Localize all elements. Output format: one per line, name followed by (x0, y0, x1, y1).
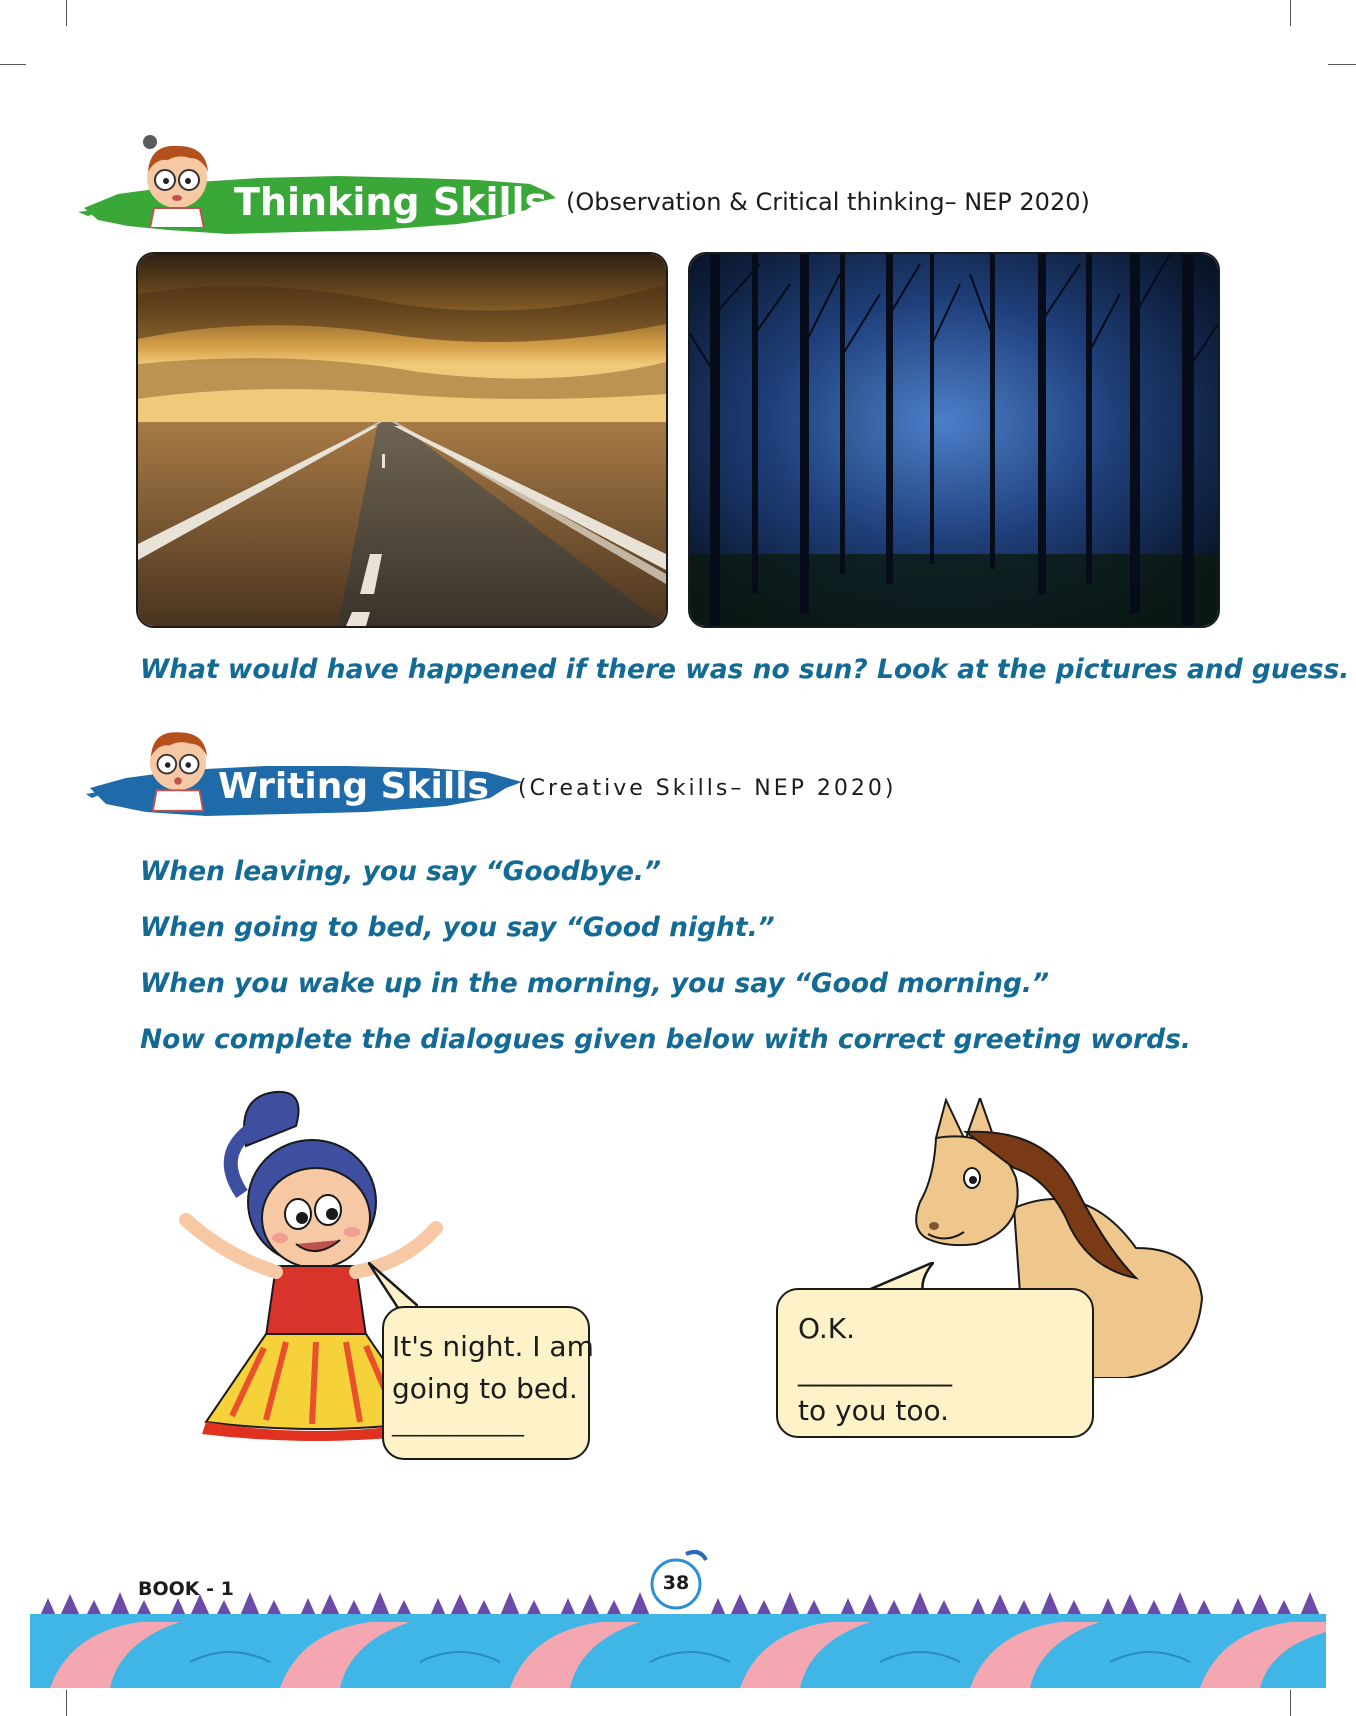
footer-decoration (30, 1592, 1326, 1688)
boy-mascot-icon (136, 720, 220, 812)
crop-mark (0, 64, 26, 65)
crop-mark (1290, 1690, 1291, 1716)
writing-line-2: When going to bed, you say “Good night.” (140, 912, 775, 943)
book-label: BOOK - 1 (138, 1578, 234, 1600)
horse-speech-bubble (776, 1288, 1094, 1438)
girl-answer-blank[interactable]: ____________ (392, 1412, 524, 1437)
thinking-question: What would have happened if there was no sun? Look at the pictures and guess. (140, 654, 1350, 685)
dark-forest-image (690, 254, 1218, 626)
crop-mark (66, 1690, 67, 1716)
crop-mark (1328, 64, 1356, 65)
writing-skills-note: (Creative Skills– NEP 2020) (518, 776, 897, 801)
girl-bubble-line-1: It's night. I am (392, 1330, 594, 1363)
crop-mark (66, 0, 67, 26)
horse-answer-blank[interactable]: ___________ (798, 1354, 952, 1387)
girl-speech-bubble (382, 1306, 594, 1460)
writing-line-4: Now complete the dialogues given below with correct greeting words. (140, 1024, 1191, 1055)
desert-road-image (138, 254, 666, 626)
boy-mascot-icon (132, 132, 222, 228)
dark-forest-photo (688, 252, 1220, 628)
writing-skills-title: Writing Skills (218, 766, 489, 807)
desert-road-photo (136, 252, 668, 628)
horse-bubble-line-2: to you too. (798, 1394, 950, 1427)
girl-bubble-line-2: going to bed. (392, 1372, 578, 1405)
writing-line-1: When leaving, you say “Goodbye.” (140, 856, 662, 887)
thinking-skills-title: Thinking Skills (234, 180, 548, 224)
thinking-skills-note: (Observation & Critical thinking– NEP 2020) (566, 188, 1090, 216)
crop-mark (1290, 0, 1291, 26)
writing-line-3: When you wake up in the morning, you say “Good morning.” (140, 968, 1050, 999)
horse-bubble-line-1: O.K. (798, 1312, 856, 1345)
page-number: 38 (662, 1572, 690, 1594)
